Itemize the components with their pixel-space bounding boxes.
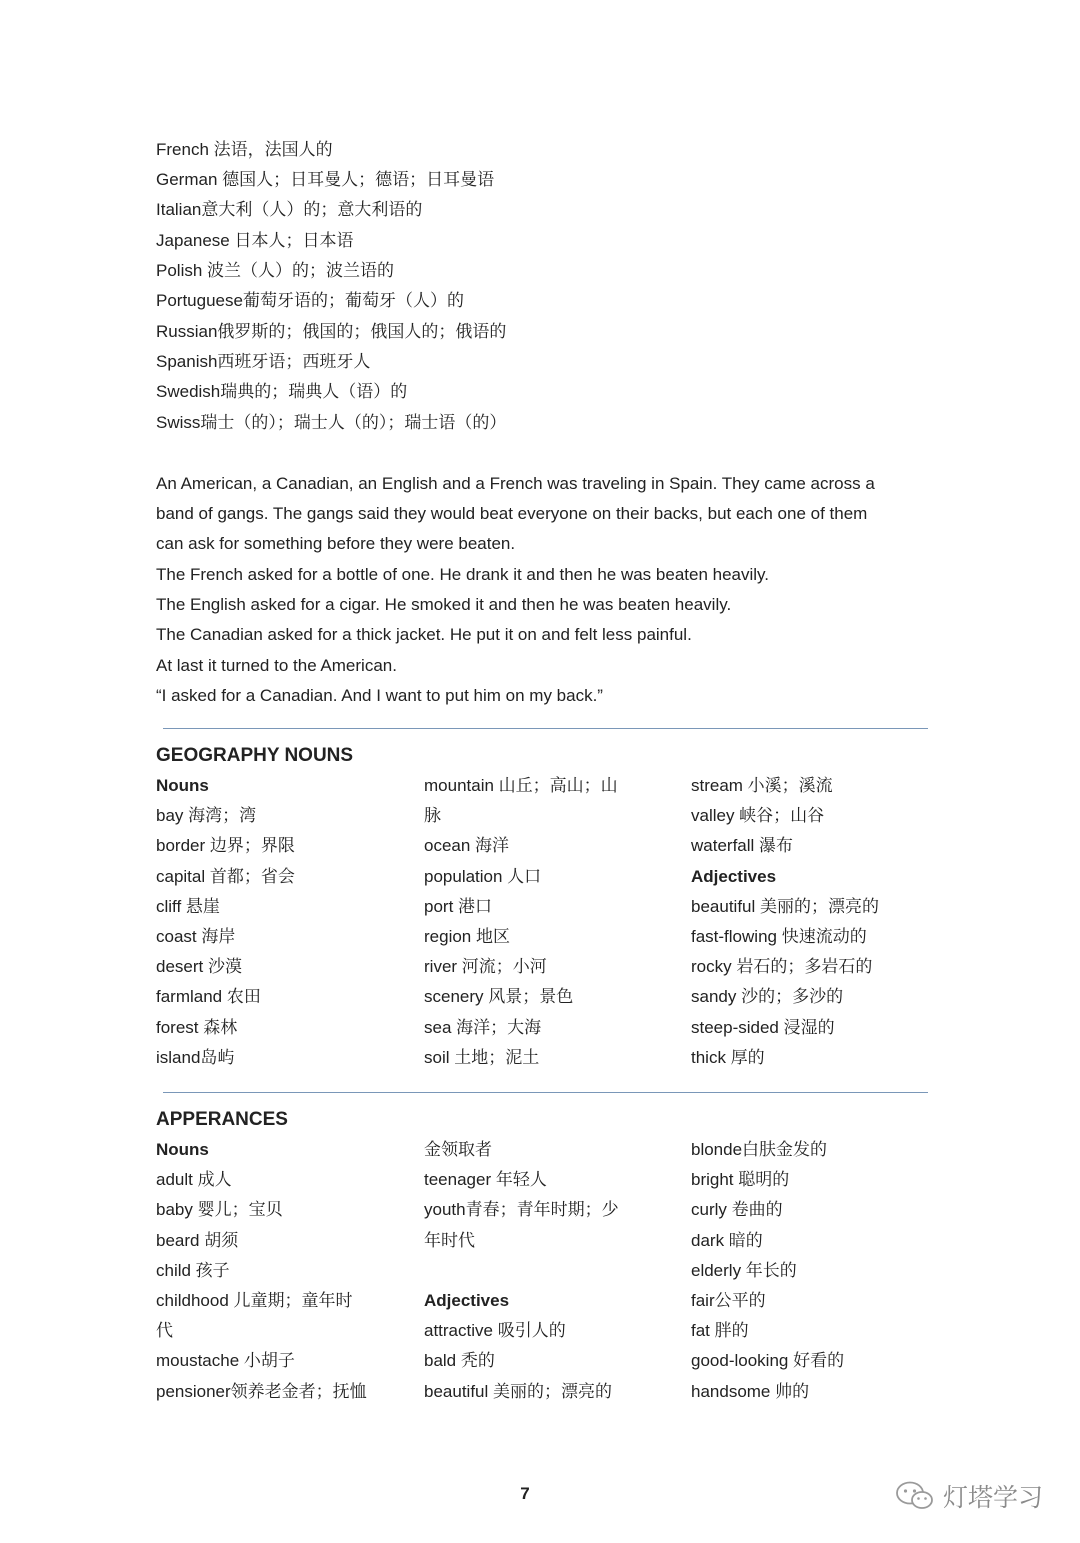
wechat-icon	[895, 1480, 935, 1512]
vocab-item: good-looking 好看的	[691, 1351, 845, 1371]
joke-line: band of gangs. The gangs said they would beat everyone on their backs, but each one of them	[156, 504, 868, 523]
vocab-item: 脉	[424, 806, 441, 826]
nationality-item: Italian意大利（人）的；意大利语的	[156, 200, 423, 219]
vocab-item: population 人口	[424, 866, 542, 886]
vocab-item: scenery 风景；景色	[424, 987, 574, 1007]
vocab-item: pensioner领养老金者；抚恤	[156, 1381, 367, 1401]
vocab-item: ocean 海洋	[424, 836, 510, 856]
geography-column-1	[156, 771, 401, 1073]
section-divider	[163, 1092, 928, 1093]
vocab-item: cliff 悬崖	[156, 896, 220, 916]
vocab-item: steep-sided 浸湿的	[691, 1017, 835, 1037]
nationality-item: Portuguese葡萄牙语的；葡萄牙（人）的	[156, 291, 464, 310]
vocab-item: bay 海湾；湾	[156, 806, 257, 826]
geography-heading: GEOGRAPHY NOUNS	[156, 745, 354, 766]
vocab-item: region 地区	[424, 926, 510, 946]
vocab-item: 年时代	[424, 1230, 475, 1250]
watermark	[895, 1478, 1043, 1514]
geography-column-2	[424, 771, 669, 1073]
vocab-item: adult 成人	[156, 1170, 232, 1190]
vocab-item: waterfall 瀑布	[691, 836, 794, 856]
vocab-item: stream 小溪；溪流	[691, 776, 833, 795]
section-divider	[163, 728, 928, 729]
vocab-item: desert 沙漠	[156, 957, 242, 977]
vocab-item: thick 厚的	[691, 1047, 765, 1067]
vocab-item: teenager 年轻人	[424, 1170, 547, 1190]
nationality-item: German 德国人；日耳曼人；德语；日耳曼语	[156, 170, 495, 189]
vocab-item: river 河流；小河	[424, 957, 547, 977]
joke-line: At last it turned to the American.	[156, 656, 397, 675]
vocab-item: beautiful 美丽的；漂亮的	[424, 1381, 612, 1401]
nationality-item: French 法语，法国人的	[156, 140, 333, 159]
vocab-item: bald 秃的	[424, 1351, 495, 1371]
joke-line: The Canadian asked for a thick jacket. He put it on and felt less painful.	[156, 625, 692, 644]
vocab-item: fast-flowing 快速流动的	[691, 926, 867, 946]
vocab-item: sandy 沙的；多沙的	[691, 987, 844, 1007]
vocab-item: beautiful 美丽的；漂亮的	[691, 896, 879, 916]
vocab-item: rocky 岩石的；多岩石的	[691, 957, 873, 977]
vocab-item: child 孩子	[156, 1260, 230, 1280]
vocab-item: mountain 山丘；高山；山	[424, 776, 618, 795]
vocab-item: soil 土地；泥土	[424, 1047, 540, 1067]
vocab-item: 金领取者	[424, 1140, 492, 1159]
subheading-adjectives: Adjectives	[424, 1290, 510, 1310]
appearances-heading: APPERANCES	[156, 1109, 288, 1130]
vocab-item: youth青春；青年时期；少	[424, 1200, 619, 1220]
subheading-nouns: Nouns	[156, 776, 209, 795]
vocab-item: baby 婴儿；宝贝	[156, 1200, 283, 1220]
vocab-item: sea 海洋；大海	[424, 1017, 542, 1037]
appearances-column-3	[691, 1135, 936, 1407]
vocab-item: handsome 帅的	[691, 1381, 810, 1401]
vocab-item: farmland 农田	[156, 987, 261, 1007]
watermark-text: 灯塔学习	[943, 1484, 1044, 1512]
vocab-item: port 港口	[424, 896, 493, 916]
vocab-item: bright 聪明的	[691, 1170, 790, 1190]
vocab-item: forest 森林	[156, 1017, 238, 1037]
subheading-adjectives: Adjectives	[691, 866, 777, 886]
nationality-item: Russian俄罗斯的；俄国的；俄国人的；俄语的	[156, 322, 507, 341]
joke-line: can ask for something before they were beaten.	[156, 534, 516, 553]
blank-row	[424, 1256, 669, 1286]
vocab-item: valley 峡谷；山谷	[691, 806, 825, 826]
nationality-item: Polish 波兰（人）的；波兰语的	[156, 261, 395, 280]
geography-column-3	[691, 771, 936, 1073]
nationality-item: Japanese 日本人；日本语	[156, 231, 354, 250]
subheading-nouns: Nouns	[156, 1140, 209, 1159]
vocab-item: curly 卷曲的	[691, 1200, 783, 1220]
nationality-item: Spanish西班牙语；西班牙人	[156, 352, 371, 371]
vocab-item: island岛屿	[156, 1047, 235, 1067]
vocab-item: capital 首都；省会	[156, 866, 295, 886]
appearances-column-2	[424, 1135, 669, 1407]
vocab-item: fat 胖的	[691, 1321, 749, 1341]
vocab-item: dark 暗的	[691, 1230, 763, 1250]
vocab-item: border 边界；界限	[156, 836, 295, 856]
vocab-item: coast 海岸	[156, 926, 236, 946]
nationality-item: Swiss瑞士（的）；瑞士人（的）；瑞士语（的）	[156, 413, 507, 432]
vocab-item: elderly 年长的	[691, 1260, 797, 1280]
joke-line: An American, a Canadian, an English and a French was traveling in Spain. They came across a	[156, 474, 875, 493]
appearances-column-1	[156, 1135, 401, 1407]
vocab-item: 代	[156, 1321, 173, 1341]
vocab-item: fair公平的	[691, 1290, 766, 1310]
joke-line: The English asked for a cigar. He smoked it and then he was beaten heavily.	[156, 595, 732, 614]
joke-line: The French asked for a bottle of one. He drank it and then he was beaten heavily.	[156, 565, 770, 584]
vocab-item: beard 胡须	[156, 1230, 239, 1250]
vocab-item: blonde白肤金发的	[691, 1140, 828, 1159]
vocab-item: attractive 吸引人的	[424, 1321, 566, 1341]
vocab-item: childhood 儿童期；童年时	[156, 1290, 353, 1310]
nationality-item: Swedish瑞典的；瑞典人（语）的	[156, 382, 408, 401]
joke-line: “I asked for a Canadian. And I want to put him on my back.”	[156, 686, 603, 705]
page-number: 7	[520, 1484, 530, 1503]
vocab-item: moustache 小胡子	[156, 1351, 295, 1371]
